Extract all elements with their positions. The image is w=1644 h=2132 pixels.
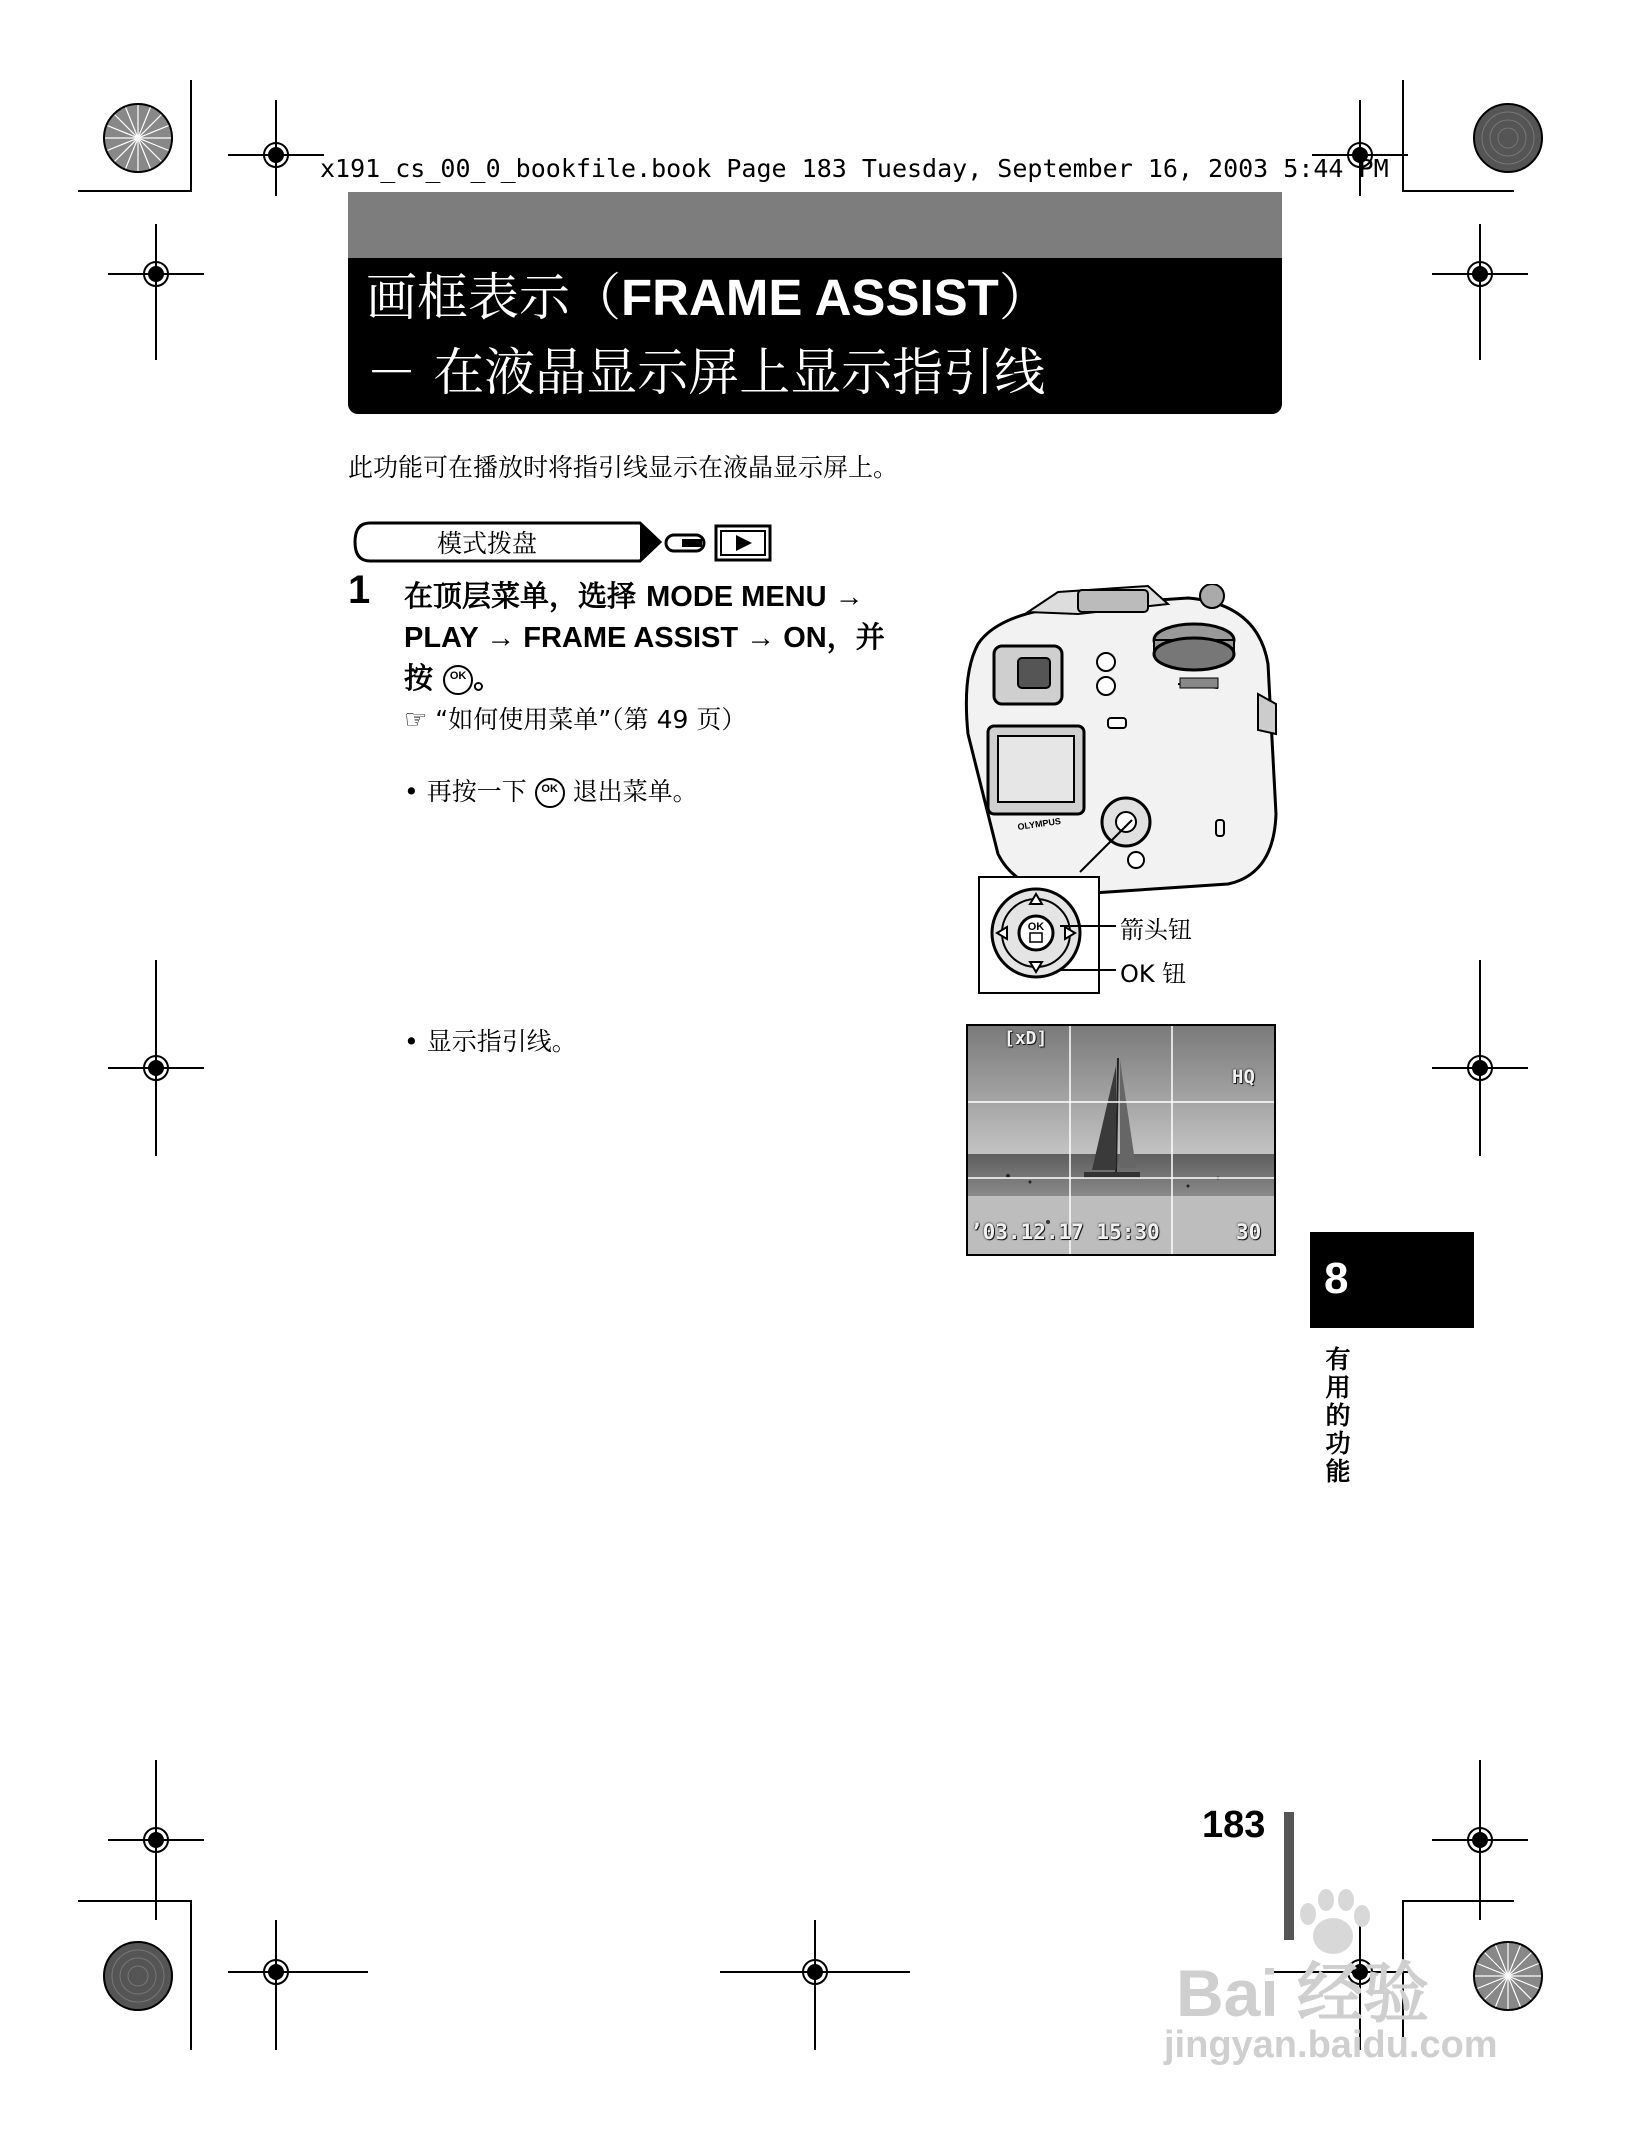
callout-ok-button: OK 钮 — [1120, 960, 1187, 988]
crosshair-mark-left-middle — [108, 960, 204, 1156]
crosshair-mark-bottom-center — [720, 1920, 910, 2050]
title-gray-band — [348, 192, 1282, 258]
menu-reference: ☞ “如何使用菜单”（第 49 页） — [404, 705, 747, 735]
lcd-screen-preview — [966, 1024, 1276, 1256]
ok-button-icon: OK — [535, 778, 565, 808]
watermark-url: jingyan.baidu.com — [1164, 2024, 1498, 2066]
title-block — [348, 258, 1282, 414]
chapter-label: 有用的功能 — [1322, 1346, 1351, 1486]
watermark-brand: Bai 经验 — [1176, 1956, 1430, 2030]
crosshair-mark-top-left — [228, 100, 324, 196]
play-mode-icon — [664, 523, 774, 563]
registration-target-top-left — [100, 100, 176, 176]
print-header: x191_cs_00_0_bookfile.book Page 183 Tuesday, September 16, 2003 5:44 PM — [320, 154, 1389, 183]
crosshair-mark-right-upper — [1432, 224, 1528, 360]
crosshair-mark-right-middle — [1432, 960, 1528, 1156]
camera-brand: OLYMPUS — [1016, 815, 1062, 832]
crosshair-mark-bottom-left — [228, 1920, 368, 2050]
lcd-quality-indicator: HQ — [1232, 1066, 1255, 1088]
page-title-line2: － 在液晶显示屏上显示指引线 — [366, 344, 1046, 403]
ok-button-icon: OK — [443, 665, 473, 695]
crosshair-mark-left-lower — [108, 1760, 204, 1920]
callout-arrow-button: 箭头钮 — [1120, 916, 1192, 944]
step-1-instruction: 在顶层菜单，选择 MODE MENU → PLAY → FRAME ASSIST → ON，并 按 OK 。 — [404, 579, 885, 695]
bullet-show-guides: • 显示指引线。 — [404, 1027, 577, 1056]
reference-pointer-icon: ☞ — [404, 705, 428, 735]
ok-button-label: OK — [1027, 921, 1045, 933]
mode-dial-label: 模式拨盘 — [437, 529, 538, 558]
crosshair-mark-left-upper — [108, 224, 204, 360]
lcd-card-indicator: [xD] — [1004, 1028, 1048, 1049]
zoom-pointer-line — [1050, 816, 1140, 876]
page-title-line1: 画框表示（FRAME ASSIST） — [366, 269, 1050, 328]
bullet-exit-menu: • 再按一下 OK 退出菜单。 — [404, 777, 698, 806]
registration-target-bottom-left — [100, 1938, 176, 2014]
step-number: 1 — [348, 568, 371, 612]
registration-target-top-right — [1470, 100, 1546, 176]
crosshair-mark-right-lower — [1432, 1760, 1528, 1920]
callout-leaders — [1060, 910, 1120, 990]
intro-text: 此功能可在播放时将指引线显示在液晶显示屏上。 — [348, 453, 899, 482]
lcd-frame-count: 30 — [1236, 1220, 1262, 1244]
chapter-number: 8 — [1324, 1254, 1349, 1303]
registration-target-bottom-right — [1470, 1938, 1546, 2014]
lcd-datetime: ’03.12.17 15:30 — [970, 1220, 1160, 1244]
page-number: 183 — [1202, 1804, 1266, 1846]
chapter-tab — [1310, 1232, 1474, 1328]
